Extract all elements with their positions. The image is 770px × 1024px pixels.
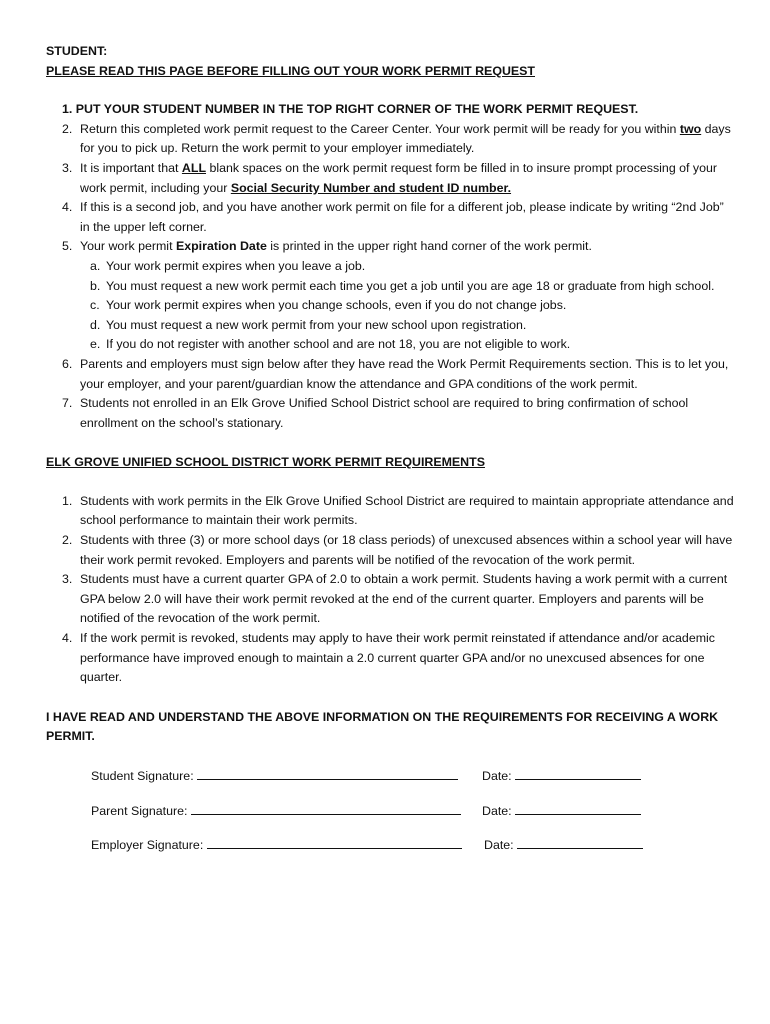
- two-days-emphasis: two: [679, 121, 702, 136]
- student-signature-field[interactable]: [197, 765, 458, 780]
- employer-date-label: Date:: [484, 838, 514, 852]
- instruction-item-6: 6. Parents and employers must sign below after they have read the Work Permit Requirements section. This is to let you, your employer, and your parent/guardian know the attendance and GPA conditions of the work permit.: [62, 356, 729, 391]
- acknowledgement-statement: I HAVE READ AND UNDERSTAND THE ABOVE INFORMATION ON THE REQUIREMENTS FOR RECEIVING A WORK PERMIT.: [46, 709, 719, 744]
- employer-date-field[interactable]: [517, 834, 643, 849]
- instruction-item-2: 2. Return this completed work permit request to the Career Center. Your work permit will be ready for you within two days for you to pick up. Return the work permit to your employer immediately.: [62, 121, 731, 156]
- requirement-item: 2. Students with three (3) or more school days (or 18 class periods) of unexcused absences within a school year will have their work permit revoked. Employers and parents will be notified of the revocation of the work permit.: [62, 533, 733, 567]
- requirement-item: 1. Students with work permits in the Elk Grove Unified School District are required to maintain appropriate attendance and school performance to maintain their work permits.: [62, 493, 734, 528]
- instruction-item-7: 7. Students not enrolled in an Elk Grove Unified School District school are required to bring confirmation of school enrollment on the school’s stationary.: [62, 396, 689, 430]
- student-signature-row: [46, 765, 736, 800]
- instruction-item-3: 3. It is important that ALL blank spaces on the work permit request form be filled in to insure prompt processing of your work permit, including your Social Security Number and student ID number.: [62, 160, 718, 195]
- sub-item-d: d. You must request a new work permit from your new school upon registration.: [90, 317, 527, 332]
- student-date-label: Date:: [482, 769, 512, 783]
- all-emphasis: ALL: [181, 160, 207, 175]
- requirements-list: [46, 492, 736, 688]
- parent-signature-row: [46, 800, 736, 835]
- instruction-list: [46, 100, 736, 433]
- read-before-filling-heading: PLEASE READ THIS PAGE BEFORE FILLING OUT YOUR WORK PERMIT REQUEST: [46, 63, 535, 78]
- instruction-item-5: 5. Your work permit Expiration Date is printed in the upper right hand corner of the work permit. a. Your work permit expires when you leave a job. b. You must request a new work permit each time you get a job until you are age 18 or graduate from high school. c. Your work permit expires when you change schools, even if you do not change jobs. d. You must request a new work permit from your new school upon registration. e. If you do not register with another school and are not 18, you are not eligible to work.: [46, 237, 736, 355]
- employer-signature-label: Employer Signature:: [91, 838, 204, 852]
- parent-signature-label: Parent Signature:: [91, 803, 188, 818]
- parent-date-field[interactable]: [515, 800, 641, 815]
- requirement-item: 3. Students must have a current quarter GPA of 2.0 to obtain a work permit. Students having a work permit with a current GPA below 2.0 will have their work permit revoked at the end of the current quarter. Employers and parents will be notified of the revocation of the work permit.: [62, 572, 728, 626]
- instruction-item-1: [46, 100, 736, 120]
- expiration-date-emphasis: Expiration Date: [175, 239, 267, 254]
- student-heading: STUDENT:: [46, 44, 108, 58]
- expiration-sub-list: [80, 257, 736, 355]
- parent-date-label: Date:: [482, 803, 512, 818]
- requirements-heading: ELK GROVE UNIFIED SCHOOL DISTRICT WORK PERMIT REQUIREMENTS: [46, 455, 485, 470]
- signature-block: [46, 765, 736, 869]
- student-signature-label: Student Signature:: [91, 769, 194, 783]
- student-date-field[interactable]: [515, 765, 641, 780]
- sub-item-b: b. You must request a new work permit each time you get a job until you are age 18 or graduate from high school.: [90, 278, 715, 293]
- ssn-student-id-emphasis: Social Security Number and student ID number.: [230, 180, 512, 195]
- sub-item-a: a. Your work permit expires when you leave a job.: [90, 258, 366, 273]
- requirement-item: 4. If the work permit is revoked, students may apply to have their work permit reinstated if attendance and/or academic performance have improved enough to maintain a 2.0 current quarter GPA and/or no unexcused absences for one quarter.: [62, 631, 715, 685]
- sub-item-c: c. Your work permit expires when you change schools, even if you do not change jobs.: [90, 298, 567, 313]
- instruction-item-1-text: 1. PUT YOUR STUDENT NUMBER IN THE TOP RIGHT CORNER OF THE WORK PERMIT REQUEST.: [62, 102, 639, 117]
- instruction-item-4: 4. If this is a second job, and you have another work permit on file for a different job, please indicate by writing “2nd Job” in the upper left corner.: [62, 200, 724, 234]
- work-permit-instructions-page: [46, 42, 736, 869]
- employer-signature-field[interactable]: [207, 834, 462, 849]
- sub-item-e: e. If you do not register with another school and are not 18, you are not eligible to work.: [90, 337, 571, 352]
- employer-signature-row: [46, 834, 736, 869]
- parent-signature-field[interactable]: [191, 800, 461, 815]
